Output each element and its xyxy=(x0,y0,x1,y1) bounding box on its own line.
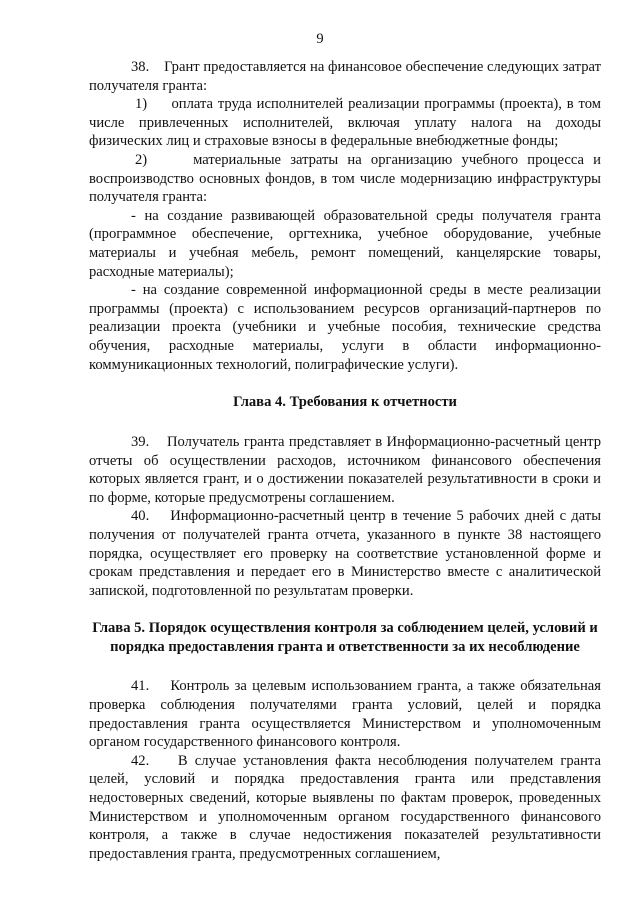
list-item-1: 1) оплата труда исполнителей реализации программы (проекта), в том числе привлеченных исполнителей, включая уплату налога на доходы физических лиц и страховые взносы в федеральные внебюджетные фонды; xyxy=(89,96,601,150)
chapter-5-heading: Глава 5. Порядок осуществления контроля за соблюдением целей, условий и порядка предоставления гранта и ответственности за их несоблюдение xyxy=(92,620,598,656)
paragraph-40: 40. Информационно-расчетный центр в течение 5 рабочих дней с даты получения от получателей гранта отчета, указанного в пункте 38 настоящего порядка, осуществляет его проверку на соответствие установленной форме и срокам представления и передает его в Министерство вместе с аналитической запиской, подготовленной по результатам проверки. xyxy=(89,508,601,599)
page-content xyxy=(89,58,601,863)
paragraph-42: 42. В случае установления факта несоблюдения получателем гранта целей, условий и порядка предоставления гранта или представления недостоверных сведений, которые выявлены по фактам проверок, проведенных Министерством и уполномоченным органом государственного финансового контроля, а также в случае недостижения показателей результативности предоставления гранта, предусмотренных соглашением, xyxy=(89,752,601,862)
paragraph-38: 38. Грант предоставляется на финансовое обеспечение следующих затрат получателя гранта: xyxy=(89,59,601,94)
paragraph-41: 41. Контроль за целевым использованием гранта, а также обязательная проверка соблюдения получателями гранта условий, целей и порядка предоставления гранта осуществляется Министерством и уполномоченным органом государственного финансового контроля. xyxy=(89,678,601,751)
paragraph-39: 39. Получатель гранта представляет в Информационно-расчетный центр отчеты об осуществлении расходов, источником финансового обеспечения которых является грант, и о достижении показателей результативности в сроки и по форме, которые предусмотрены соглашением. xyxy=(89,434,601,506)
page-number: 9 xyxy=(316,31,324,47)
dash-item-educational-environment: - на создание развивающей образовательной среды получателя гранта (программное обеспечение, оргтехника, учебное оборудование, учебные материалы и учебная мебель, ремонт помещений, канцелярские товары, расходные материалы); xyxy=(89,207,601,280)
chapter-4-heading: Глава 4. Требования к отчетности xyxy=(233,394,457,411)
list-item-2: 2) материальные затраты на организацию учебного процесса и воспроизводство основных фондов, в том числе модернизацию инфраструктуры получателя гранта: xyxy=(89,151,601,206)
dash-item-information-environment: - на создание современной информационной среды в месте реализации программы (проекта) с использованием ресурсов организаций-партнеров по реализации проекта (учебники и учебные пособия, технические средства обучения, расходные материалы, услуги в области информационно-коммуникационных технологий, полиграфические услуги). xyxy=(89,282,601,373)
